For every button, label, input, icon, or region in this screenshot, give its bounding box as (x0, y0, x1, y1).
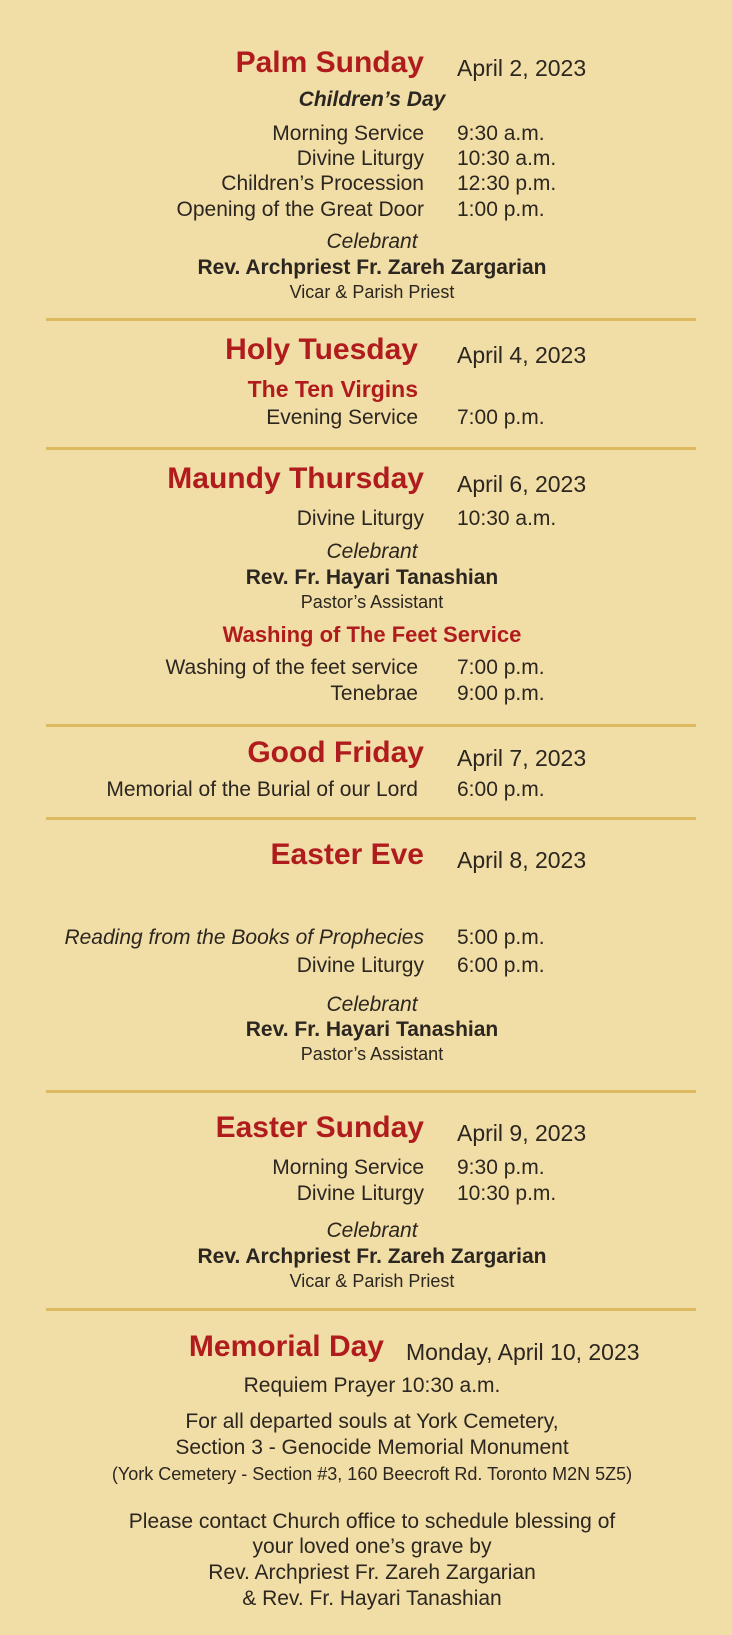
memorial-line: Section 3 - Genocide Memorial Monument (175, 1436, 569, 1459)
service-label: Evening Service (266, 406, 418, 429)
section-date: Monday, April 10, 2023 (406, 1339, 640, 1365)
service-label: Morning Service (272, 122, 424, 145)
section-subtitle: Washing of The Feet Service (222, 622, 522, 647)
celebrant-label: Celebrant (326, 1219, 418, 1242)
service-time: 9:30 a.m. (457, 122, 545, 145)
celebrant-role: Vicar & Parish Priest (289, 1271, 455, 1291)
contact-line: your loved one’s grave by (252, 1535, 492, 1558)
service-label: Divine Liturgy (296, 1182, 424, 1205)
service-time: 9:00 p.m. (457, 682, 545, 705)
celebrant-name: Rev. Archpriest Fr. Zareh Zargarian (197, 1245, 547, 1268)
section-divider (46, 447, 696, 450)
service-label: Reading from the Books of Prophecies (64, 926, 424, 949)
celebrant-label: Celebrant (326, 993, 418, 1016)
section-title: Easter Sunday (215, 1111, 424, 1144)
section-date: April 9, 2023 (457, 1120, 587, 1146)
section-date: April 4, 2023 (457, 342, 587, 368)
requiem-time: Requiem Prayer 10:30 a.m. (243, 1374, 501, 1397)
service-label: Divine Liturgy (296, 954, 424, 977)
service-time: 5:00 p.m. (457, 926, 545, 949)
section-divider (46, 1308, 696, 1311)
service-time: 10:30 a.m. (457, 147, 557, 170)
service-time: 10:30 p.m. (457, 1182, 557, 1205)
service-time: 7:00 p.m. (457, 406, 545, 429)
celebrant-role: Pastor’s Assistant (300, 1044, 444, 1064)
celebrant-label: Celebrant (326, 540, 418, 563)
contact-line: Please contact Church office to schedule blessing of (128, 1510, 616, 1533)
section-date: April 8, 2023 (457, 847, 587, 873)
contact-line: & Rev. Fr. Hayari Tanashian (242, 1587, 502, 1610)
contact-line: Rev. Archpriest Fr. Zareh Zargarian (208, 1561, 536, 1584)
service-time: 6:00 p.m. (457, 954, 545, 977)
section-divider (46, 724, 696, 727)
service-time: 10:30 a.m. (457, 507, 557, 530)
section-title: Maundy Thursday (167, 462, 424, 495)
section-subtitle: The Ten Virgins (247, 376, 418, 402)
section-divider (46, 817, 696, 820)
section-subtitle: Children’s Day (298, 88, 446, 111)
section-divider (46, 1090, 696, 1093)
service-label: Memorial of the Burial of our Lord (106, 778, 418, 801)
section-date: April 6, 2023 (457, 471, 587, 497)
service-label: Washing of the feet service (165, 656, 418, 679)
celebrant-name: Rev. Archpriest Fr. Zareh Zargarian (197, 256, 547, 279)
celebrant-label: Celebrant (326, 230, 418, 253)
service-label: Divine Liturgy (296, 507, 424, 530)
cemetery-address: (York Cemetery - Section #3, 160 Beecroft Rd. Toronto M2N 5Z5) (111, 1464, 633, 1484)
celebrant-role: Pastor’s Assistant (300, 592, 444, 612)
section-title: Palm Sunday (235, 46, 424, 79)
celebrant-name: Rev. Fr. Hayari Tanashian (245, 566, 499, 589)
service-label: Divine Liturgy (296, 147, 424, 170)
service-time: 12:30 p.m. (457, 172, 557, 195)
service-time: 9:30 p.m. (457, 1156, 545, 1179)
memorial-line: For all departed souls at York Cemetery, (185, 1410, 559, 1433)
celebrant-role: Vicar & Parish Priest (289, 282, 455, 302)
section-date: April 7, 2023 (457, 745, 587, 771)
section-divider (46, 318, 696, 321)
service-time: 6:00 p.m. (457, 778, 545, 801)
section-title: Holy Tuesday (225, 333, 418, 366)
section-title: Good Friday (247, 736, 424, 769)
section-title: Memorial Day (188, 1330, 384, 1363)
service-label: Opening of the Great Door (176, 198, 424, 221)
section-title: Easter Eve (270, 838, 424, 871)
service-time: 7:00 p.m. (457, 656, 545, 679)
service-label: Tenebrae (330, 682, 418, 705)
service-label: Children’s Procession (221, 172, 424, 195)
service-label: Morning Service (272, 1156, 424, 1179)
section-date: April 2, 2023 (457, 55, 587, 81)
celebrant-name: Rev. Fr. Hayari Tanashian (245, 1018, 499, 1041)
service-time: 1:00 p.m. (457, 198, 545, 221)
